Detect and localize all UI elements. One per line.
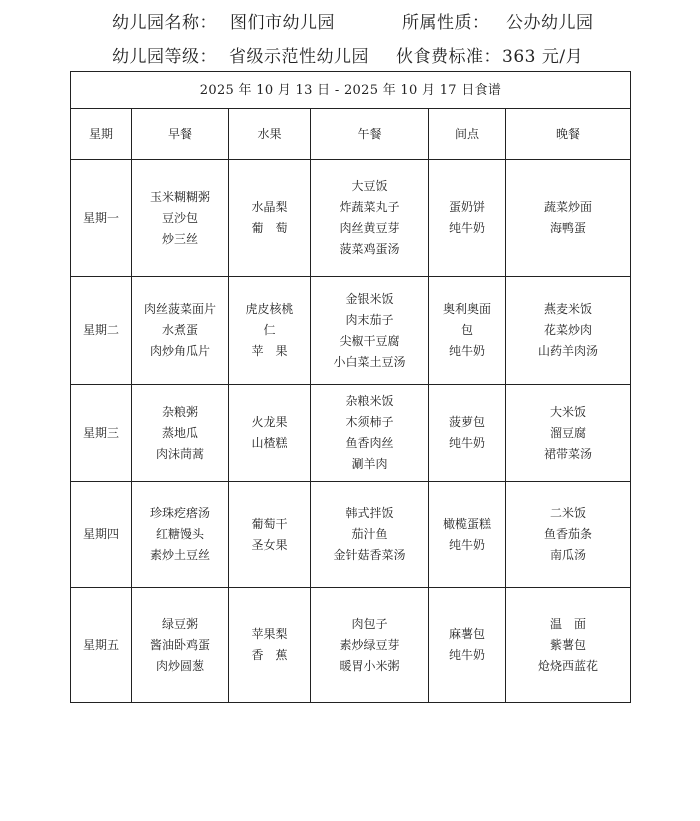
dinner-cell <box>506 588 631 703</box>
kindergarten-name-label: 幼儿园名称： <box>112 13 217 33</box>
menu-item: 豆沙包 <box>161 210 198 225</box>
column-header: 星期 <box>71 109 132 160</box>
kindergarten-name-value: 图们市幼儿园 <box>230 13 335 33</box>
menu-item: 金针菇香菜汤 <box>333 548 406 562</box>
menu-item: 金银米饭 <box>345 291 394 306</box>
table-row <box>71 588 631 703</box>
menu-item: 酱油卧鸡蛋 <box>149 637 210 652</box>
menu-item: 苹 果 <box>251 344 288 358</box>
breakfast-cell <box>132 588 229 703</box>
menu-item: 玉米糊糊粥 <box>149 189 210 204</box>
snack-cell <box>429 160 506 277</box>
menu-item: 炝烧西蓝花 <box>538 658 599 673</box>
menu-item: 肉炒圆葱 <box>155 658 204 673</box>
day-cell: 星期一 <box>71 160 132 277</box>
dinner-cell <box>506 385 631 482</box>
menu-title: 2025 年 10 月 13 日 - 2025 年 10 月 17 日食谱 <box>71 72 631 109</box>
breakfast-cell <box>132 160 229 277</box>
menu-item: 仁 <box>263 323 276 337</box>
menu-item: 红糖馒头 <box>155 527 204 541</box>
menu-item: 苹果梨 <box>251 627 288 641</box>
menu-item: 菠菜鸡蛋汤 <box>339 242 400 256</box>
menu-item: 纯牛奶 <box>448 537 485 552</box>
dinner-cell <box>506 160 631 277</box>
menu-item: 圣女果 <box>251 537 288 552</box>
fruit-cell <box>229 385 311 482</box>
snack-cell <box>429 385 506 482</box>
menu-item: 火龙果 <box>251 415 288 429</box>
snack-cell <box>429 482 506 588</box>
menu-item: 珍珠疙瘩汤 <box>149 506 210 520</box>
menu-item: 韩式拌饭 <box>345 506 394 520</box>
menu-item: 大豆饭 <box>351 179 388 193</box>
menu-item: 小白菜土豆汤 <box>333 354 406 369</box>
menu-item: 裙带菜汤 <box>544 446 593 461</box>
menu-item: 茄汁鱼 <box>351 527 388 541</box>
menu-item: 涮羊肉 <box>351 457 388 471</box>
menu-item: 木须柿子 <box>345 415 394 429</box>
day-cell: 星期二 <box>71 277 132 385</box>
menu-item: 绿豆粥 <box>161 616 198 631</box>
menu-item: 奥利奥面 <box>442 302 491 316</box>
menu-item: 肉沫茼蒿 <box>155 446 204 461</box>
fruit-cell <box>229 160 311 277</box>
menu-item: 素炒绿豆芽 <box>339 637 400 652</box>
menu-item: 蒸地瓜 <box>161 425 198 440</box>
menu-item: 鱼香肉丝 <box>345 436 394 450</box>
menu-item: 鱼香茄条 <box>544 527 593 541</box>
menu-item: 燕麦米饭 <box>544 302 593 316</box>
kindergarten-level-label: 幼儿园等级： <box>112 47 217 67</box>
kindergarten-level-value: 省级示范性幼儿园 <box>229 47 369 67</box>
lunch-cell <box>311 277 429 385</box>
menu-item: 橄榄蛋糕 <box>442 516 491 531</box>
column-header: 晚餐 <box>506 109 631 160</box>
menu-item: 炸蔬菜丸子 <box>339 200 400 214</box>
menu-item: 肉炒角瓜片 <box>149 344 210 358</box>
menu-item: 南瓜汤 <box>550 548 587 562</box>
menu-item: 麻薯包 <box>448 627 485 641</box>
menu-item: 肉包子 <box>351 616 388 631</box>
lunch-cell <box>311 160 429 277</box>
ownership-type-label: 所属性质： <box>402 13 490 33</box>
menu-item: 蛋奶饼 <box>448 200 485 214</box>
menu-item: 杂粮米饭 <box>345 394 394 408</box>
menu-item: 虎皮核桃 <box>245 302 294 316</box>
menu-item: 二米饭 <box>550 506 587 520</box>
breakfast-cell <box>132 482 229 588</box>
meal-fee-value: 363 元/月 <box>502 47 584 67</box>
menu-item: 尖椒干豆腐 <box>339 333 400 348</box>
menu-item: 肉丝黄豆芽 <box>339 221 400 235</box>
snack-cell <box>429 277 506 385</box>
menu-item: 紫薯包 <box>550 637 587 652</box>
weekly-menu-table <box>70 71 631 703</box>
menu-item: 溜豆腐 <box>550 425 587 440</box>
breakfast-cell <box>132 277 229 385</box>
menu-item: 水晶梨 <box>251 200 288 214</box>
menu-item: 葡 萄 <box>251 221 288 235</box>
menu-item: 花菜炒肉 <box>544 323 593 337</box>
menu-item: 山药羊肉汤 <box>538 344 599 358</box>
menu-item: 蔬菜炒面 <box>544 200 593 214</box>
menu-item: 炒三丝 <box>161 231 198 246</box>
menu-item: 山楂糕 <box>251 436 288 450</box>
menu-item: 纯牛奶 <box>448 436 485 450</box>
table-row <box>71 385 631 482</box>
menu-item: 温 面 <box>550 616 587 631</box>
day-cell: 星期五 <box>71 588 132 703</box>
meal-fee-label: 伙食费标准： <box>396 47 501 67</box>
dinner-cell <box>506 277 631 385</box>
column-header: 水果 <box>229 109 311 160</box>
day-cell: 星期四 <box>71 482 132 588</box>
menu-item: 香 蕉 <box>251 648 288 662</box>
fruit-cell <box>229 482 311 588</box>
table-row <box>71 482 631 588</box>
ownership-type-value: 公办幼儿园 <box>506 13 594 33</box>
menu-item: 素炒土豆丝 <box>149 548 210 562</box>
lunch-cell <box>311 482 429 588</box>
breakfast-cell <box>132 385 229 482</box>
menu-item: 杂粮粥 <box>161 404 198 419</box>
menu-item: 暖胃小米粥 <box>339 658 400 673</box>
menu-item: 葡萄干 <box>251 516 288 531</box>
menu-item: 水煮蛋 <box>161 323 198 337</box>
fruit-cell <box>229 588 311 703</box>
menu-item: 包 <box>460 323 473 337</box>
menu-item: 肉丝菠菜面片 <box>143 302 216 316</box>
menu-item: 大米饭 <box>550 404 587 419</box>
day-cell: 星期三 <box>71 385 132 482</box>
dinner-cell <box>506 482 631 588</box>
lunch-cell <box>311 588 429 703</box>
fruit-cell <box>229 277 311 385</box>
column-header: 间点 <box>429 109 506 160</box>
menu-item: 纯牛奶 <box>448 221 485 235</box>
menu-item: 菠萝包 <box>448 415 485 429</box>
table-row <box>71 277 631 385</box>
menu-item: 海鸭蛋 <box>550 221 587 235</box>
column-header: 午餐 <box>311 109 429 160</box>
menu-item: 肉末茄子 <box>345 312 394 327</box>
table-row <box>71 160 631 277</box>
menu-item: 纯牛奶 <box>448 344 485 358</box>
snack-cell <box>429 588 506 703</box>
lunch-cell <box>311 385 429 482</box>
menu-item: 纯牛奶 <box>448 648 485 662</box>
column-header: 早餐 <box>132 109 229 160</box>
